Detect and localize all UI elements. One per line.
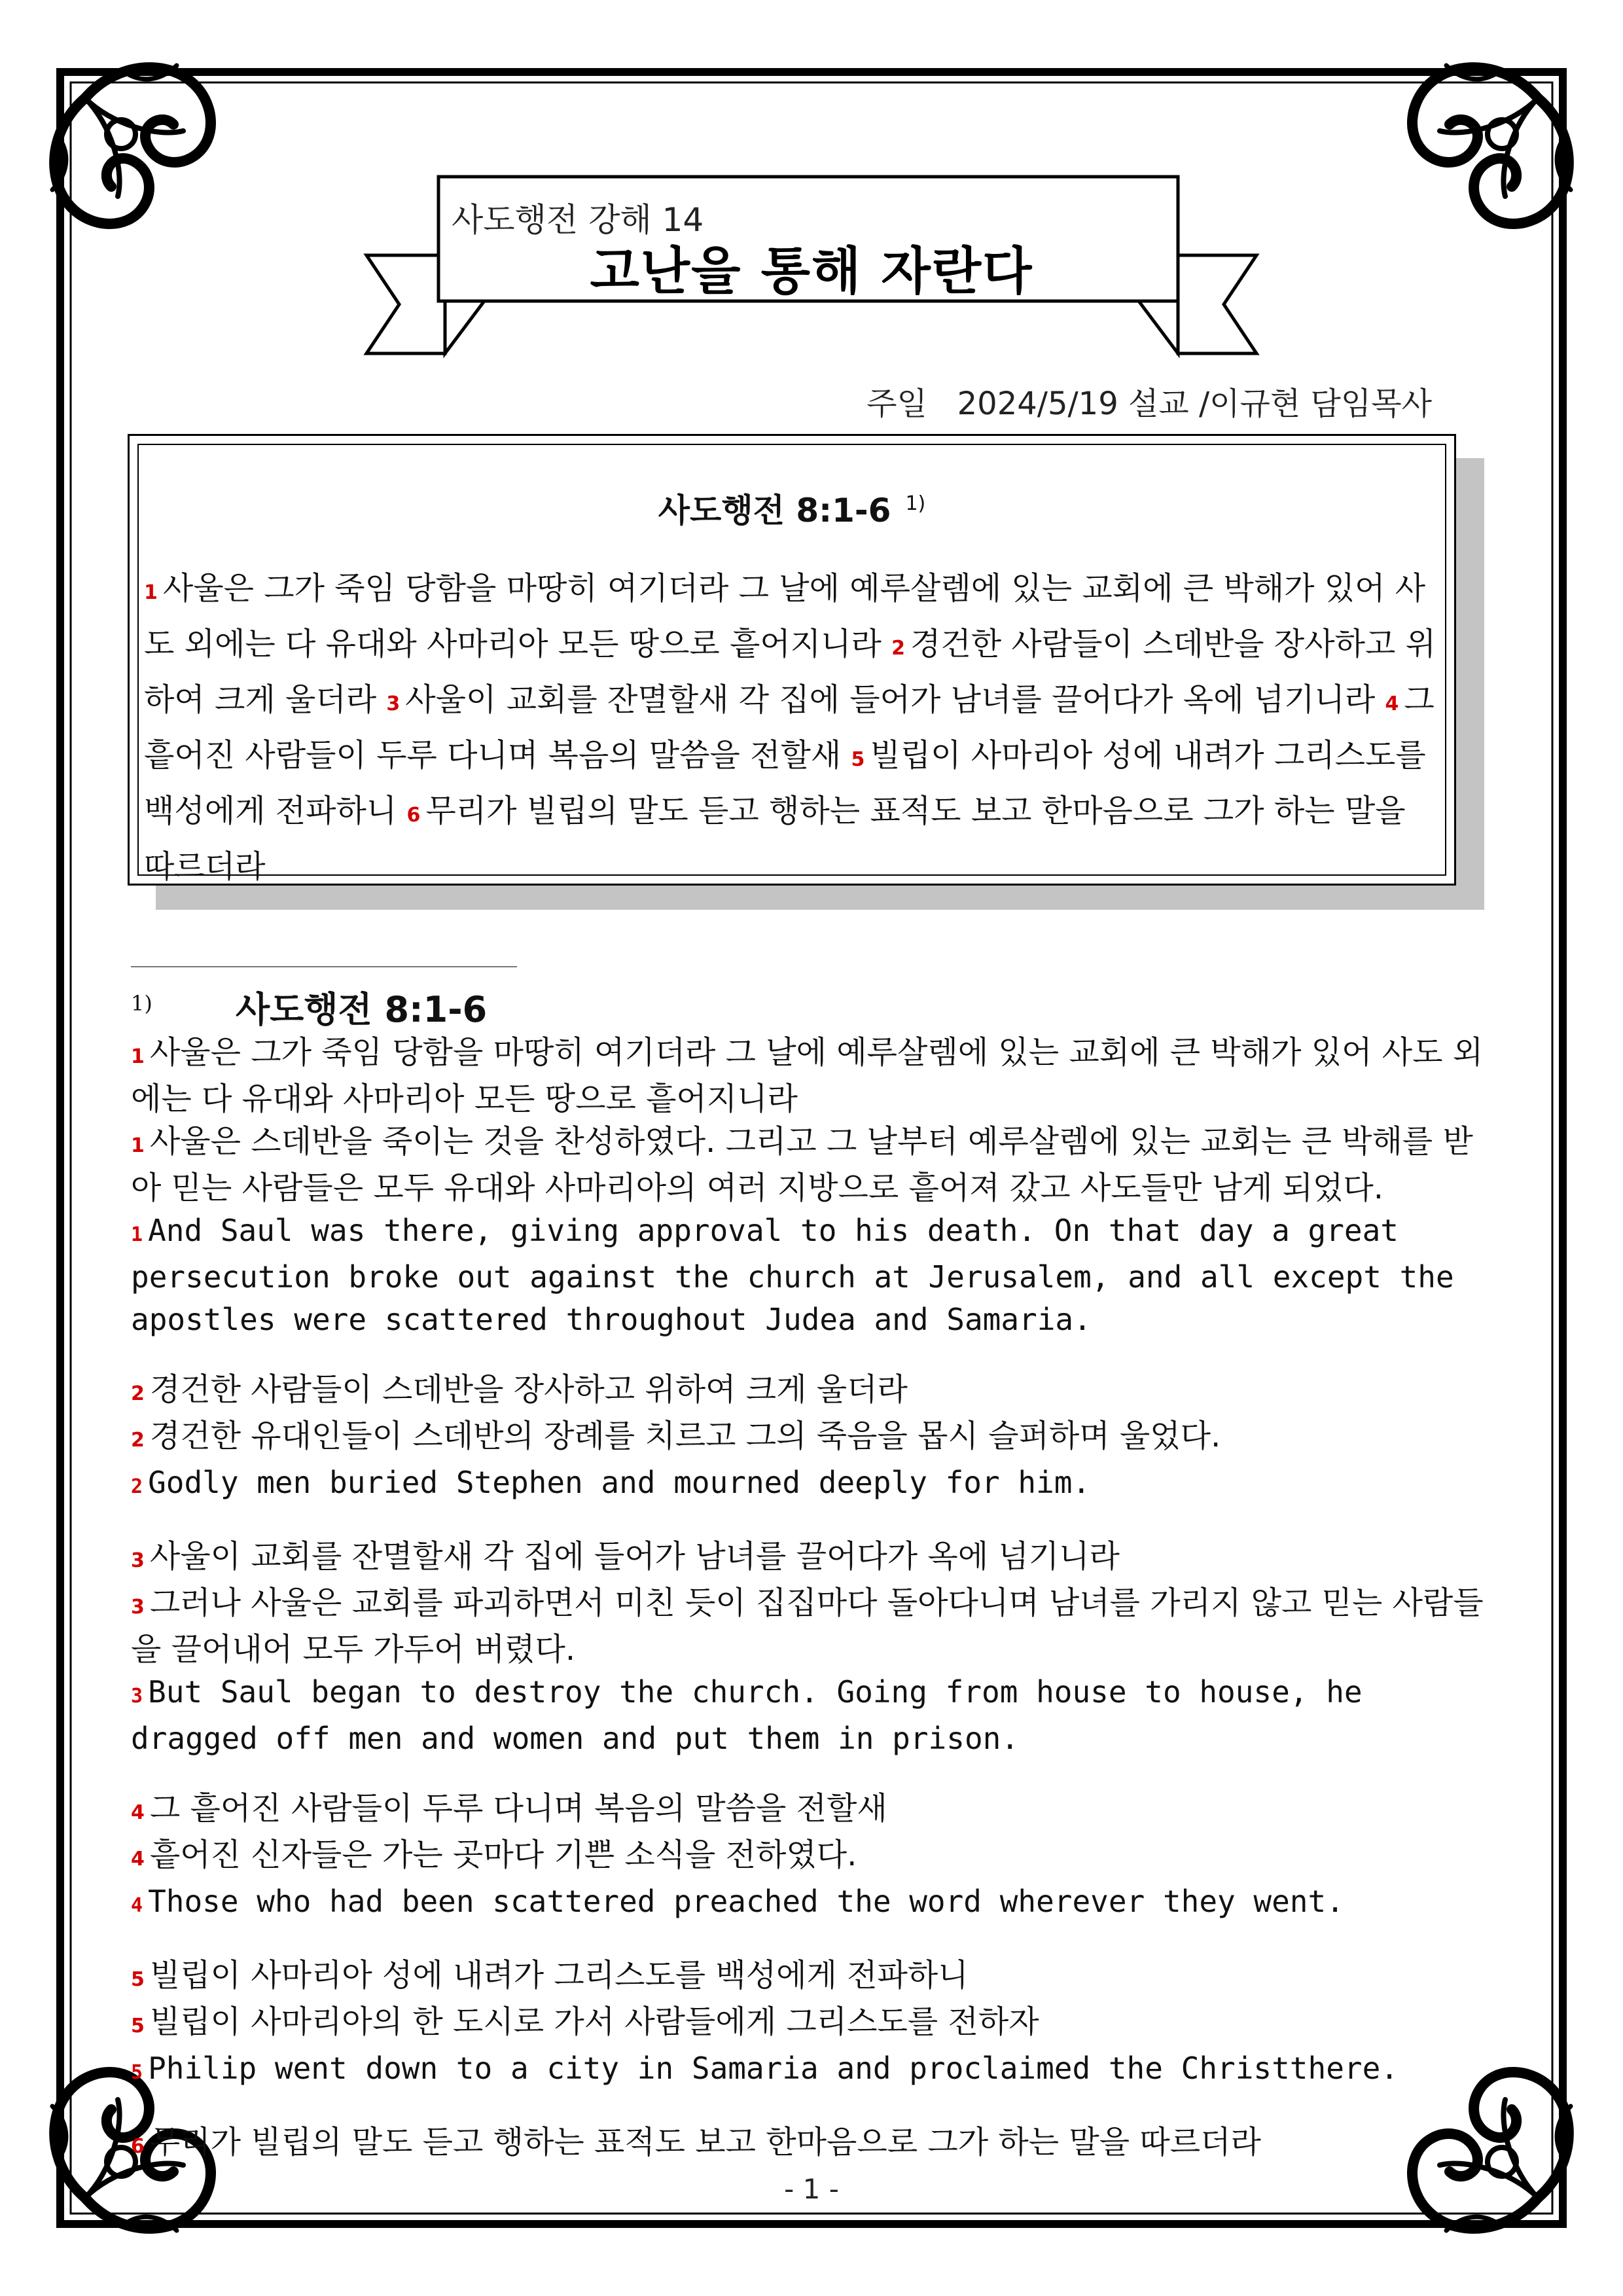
modern-text: 사울은 스데반을 죽이는 것을 찬성하였다. 그리고 그 날부터 예루살렘에 있는 교회는 큰 박해를 받아 믿는 사람들은 모두 유대와 사마리아의 여러 지방으로 흩어져 갔고 사도들만 남게 되었다. — [131, 1123, 1473, 1206]
footnote-section — [131, 982, 1492, 2195]
verse-number: 1 — [131, 1045, 145, 1068]
verse-text: 빌립이 사마리아 성에 내려가 그리스도를 백성에게 전파하니 — [144, 737, 1426, 829]
modern-line — [131, 1834, 1492, 1880]
verse-group-2 — [131, 1369, 1492, 1508]
verse-text: 무리가 빌립의 말도 듣고 행하는 표적도 보고 한마음으로 그가 하는 말을 따르더라 — [144, 793, 1406, 885]
modern-line — [131, 1415, 1492, 1462]
sermon-title: 고난을 통해 자란다 — [590, 242, 1033, 301]
krv-line — [131, 2121, 1492, 2168]
modern-text: 그러나 사울은 교회를 파괴하면서 미친 듯이 집집마다 돌아다니며 남녀를 가리지 않고 믿는 사람들을 끌어내어 모두 가두어 버렸다. — [131, 1585, 1484, 1668]
scripture-passage — [144, 563, 1437, 893]
verse-number: 4 — [1385, 692, 1399, 715]
footnote-header — [131, 982, 1492, 1031]
english-line — [131, 2047, 1492, 2094]
verse-text: 그 흩어진 사람들이 두루 다니며 복음의 말씀을 전할새 — [144, 681, 1435, 774]
verse-number: 5 — [131, 2061, 143, 2084]
verse-number: 5 — [131, 1968, 145, 1991]
verse-number: 4 — [131, 1894, 143, 1917]
english-text: Philip went down to a city in Samaria and proclaimed the Christthere. — [148, 2051, 1399, 2086]
verse-text: 사울이 교회를 잔멸할새 각 집에 들어가 남녀를 끌어다가 옥에 넘기니라 — [405, 681, 1376, 718]
footnote-separator — [131, 966, 517, 967]
verse-number: 3 — [131, 1685, 143, 1708]
verse-number: 5 — [131, 2015, 145, 2037]
scripture-heading — [139, 484, 1445, 531]
verse-group-1 — [131, 1031, 1492, 1341]
verse-number: 4 — [131, 1848, 145, 1871]
corner-ornament-top-left — [52, 65, 211, 224]
modern-line — [131, 2001, 1492, 2047]
verse-number: 5 — [851, 748, 865, 771]
verse-text: 사울은 그가 죽임 당함을 마땅히 여기더라 그 날에 예루살렘에 있는 교회에 큰 박해가 있어 사도 외에는 다 유대와 사마리아 모든 땅으로 흩어지니라 — [144, 570, 1426, 662]
modern-text: 빌립이 사마리아의 한 도시로 가서 사람들에게 그리스도를 전하자 — [149, 2003, 1039, 2040]
verse-number: 3 — [131, 1549, 145, 1572]
english-text: Godly men buried Stephen and mourned deeply for him. — [148, 1465, 1091, 1500]
krv-text: 사울은 그가 죽임 당함을 마땅히 여기더라 그 날에 예루살렘에 있는 교회에 큰 박해가 있어 사도 외에는 다 유대와 사마리아 모든 땅으로 흩어지니라 — [131, 1034, 1484, 1117]
english-line — [131, 1210, 1492, 1341]
verse-number: 4 — [131, 1801, 145, 1824]
verse-number: 2 — [131, 1475, 143, 1498]
scripture-box — [128, 434, 1456, 886]
english-line — [131, 1462, 1492, 1508]
modern-line — [131, 1121, 1492, 1210]
krv-text: 빌립이 사마리아 성에 내려가 그리스도를 백성에게 전파하니 — [149, 1957, 969, 1994]
english-line — [131, 1671, 1492, 1760]
verse-number: 6 — [406, 804, 421, 827]
corner-ornament-top-right — [1412, 65, 1571, 224]
krv-line — [131, 1787, 1492, 1834]
verse-group-3 — [131, 1535, 1492, 1760]
scripture-reference: 사도행전 8:1-6 — [658, 492, 891, 529]
krv-line — [131, 1954, 1492, 2001]
verse-number: 3 — [386, 692, 401, 715]
krv-line — [131, 1535, 1492, 1582]
krv-text: 무리가 빌립의 말도 듣고 행하는 표적도 보고 한마음으로 그가 하는 말을 따르더라 — [149, 2124, 1261, 2161]
english-line — [131, 1880, 1492, 1927]
verse-number: 1 — [131, 1134, 145, 1157]
verse-number: 2 — [131, 1382, 145, 1405]
verse-number: 3 — [131, 1596, 145, 1619]
verse-group-6 — [131, 2121, 1492, 2168]
krv-line — [131, 1031, 1492, 1121]
verse-group-5 — [131, 1954, 1492, 2094]
krv-text: 사울이 교회를 잔멸할새 각 집에 들어가 남녀를 끌어다가 옥에 넘기니라 — [149, 1538, 1120, 1575]
english-text: But Saul began to destroy the church. Going from house to house, he dragged off men and women and put them in prison. — [131, 1674, 1363, 1756]
verse-number: 1 — [131, 1223, 143, 1246]
english-text: Those who had been scattered preached the word wherever they went. — [148, 1884, 1344, 1919]
krv-line — [131, 1369, 1492, 1415]
modern-text: 흩어진 신자들은 가는 곳마다 기쁜 소식을 전하였다. — [149, 1837, 857, 1873]
verse-number: 2 — [131, 1429, 145, 1452]
verse-number: 1 — [144, 581, 158, 604]
english-text: And Saul was there, giving approval to his death. On that day a great persecution broke out against the church at Jerusalem, and all except the apostles were scattered throughout Judea and Samaria. — [131, 1213, 1454, 1337]
verse-number: 6 — [131, 2135, 145, 2158]
verse-number: 2 — [891, 637, 906, 660]
verse-group-4 — [131, 1787, 1492, 1927]
sermon-series-label: 사도행전 강해 14 — [452, 201, 704, 239]
krv-text: 그 흩어진 사람들이 두루 다니며 복음의 말씀을 전할새 — [149, 1790, 887, 1827]
modern-line — [131, 1582, 1492, 1671]
scripture-box-inner-border — [137, 444, 1446, 885]
modern-text: 경건한 유대인들이 스데반의 장례를 치르고 그의 죽음을 몹시 슬퍼하며 울었다. — [149, 1418, 1221, 1454]
footnote-title: 사도행전 8:1-6 — [236, 989, 488, 1030]
sermon-dateline: 주일 2024/5/19 설교 /이규현 담임목사 — [866, 386, 1432, 422]
footnote-reference[interactable]: 1) — [905, 492, 926, 515]
krv-text: 경건한 사람들이 스데반을 장사하고 위하여 크게 울더라 — [149, 1371, 908, 1408]
page-number: - 1 - — [784, 2173, 839, 2205]
footnote-marker: 1) — [131, 991, 152, 1016]
verse-text: 경건한 사람들이 스데반을 장사하고 위하여 크게 울더라 — [144, 626, 1436, 718]
